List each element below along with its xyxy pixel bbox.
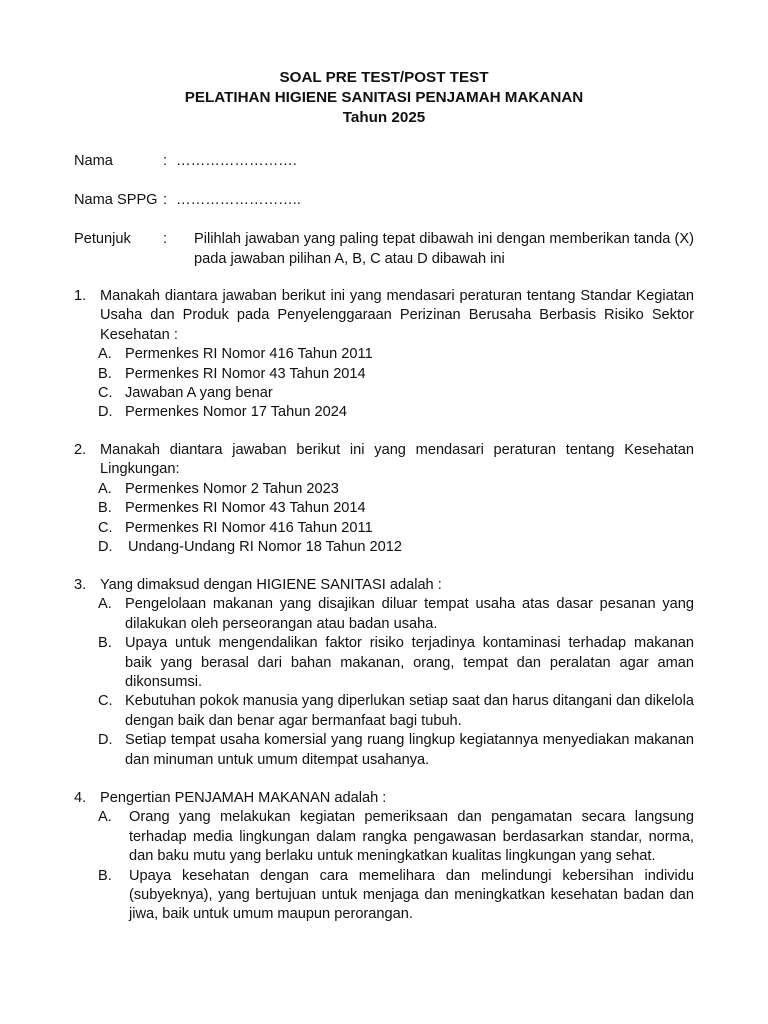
option-text: Pengelolaan makanan yang disajikan diluar tempat usaha atas dasar pesanan yang dilakukan oleh perseorangan atau badan usaha. <box>125 596 694 632</box>
option-letter: A. <box>98 809 112 826</box>
instructions-colon: : <box>163 231 168 247</box>
field-nama-label: Nama <box>74 153 113 169</box>
option-b[interactable] <box>74 365 694 384</box>
option-text: Permenkes RI Nomor 43 Tahun 2014 <box>125 365 366 382</box>
field-nama-colon: : <box>163 153 168 169</box>
instructions-label: Petunjuk <box>74 231 131 247</box>
option-c[interactable] <box>74 692 694 731</box>
option-text: Permenkes Nomor 2 Tahun 2023 <box>125 480 339 497</box>
document-title <box>0 68 768 128</box>
option-letter: C. <box>98 385 113 402</box>
question-text: Manakah diantara jawaban berikut ini yang mendasari peraturan tentang Standar Kegiatan Usaha dan Produk pada Penyelenggaraan Perizinan Berusaha Berbasis Risiko Sektor Kesehatan : <box>100 288 694 343</box>
option-letter: C. <box>98 693 113 710</box>
question-number: 2. <box>74 442 87 458</box>
option-c[interactable] <box>74 519 694 538</box>
question-1 <box>74 287 694 423</box>
question-number: 3. <box>74 577 87 593</box>
option-letter: D. <box>98 732 113 749</box>
option-text: Permenkes RI Nomor 416 Tahun 2011 <box>125 519 373 536</box>
option-d[interactable] <box>74 538 694 557</box>
option-text: Undang-Undang RI Nomor 18 Tahun 2012 <box>128 539 402 556</box>
option-letter: C. <box>98 519 113 536</box>
option-d[interactable] <box>74 403 694 422</box>
option-text: Orang yang melakukan kegiatan pemeriksaan dan pengamatan secara langsung terhadap media lingkungan dalam rangka pengawasan berdasarkan standar, norma, dan baku mutu yang berlaku untuk meningkatkan kualitas lingkungan yang sehat. <box>129 809 694 865</box>
option-text: Kebutuhan pokok manusia yang diperlukan setiap saat dan harus ditangani dan dikelola dengan baik dan benar agar bermanfaat bagi tubuh. <box>125 693 694 729</box>
instructions-text: Pilihlah jawaban yang paling tepat dibawah ini dengan memberikan tanda (X) pada jawaban pilihan A, B, C atau D dibawah ini <box>194 231 694 267</box>
title-line-2: PELATIHAN HIGIENE SANITASI PENJAMAH MAKANAN <box>184 89 584 106</box>
option-a[interactable] <box>74 345 694 364</box>
option-letter: D. <box>98 404 113 421</box>
field-sppg-value: …………………….. <box>176 192 301 208</box>
question-number: 4. <box>74 790 87 806</box>
question-number: 1. <box>74 288 87 304</box>
question-4 <box>74 789 694 925</box>
option-letter: A. <box>98 596 112 613</box>
option-d[interactable] <box>74 731 694 770</box>
option-list <box>74 595 694 770</box>
title-line-1: SOAL PRE TEST/POST TEST <box>279 69 489 86</box>
option-b[interactable] <box>74 499 694 518</box>
option-b[interactable] <box>74 867 694 925</box>
option-text: Permenkes Nomor 17 Tahun 2024 <box>125 404 348 421</box>
title-line-3: Tahun 2025 <box>342 109 426 126</box>
option-list <box>74 345 694 423</box>
question-text: Yang dimaksud dengan HIGIENE SANITASI adalah : <box>100 577 442 593</box>
option-text: Permenkes RI Nomor 43 Tahun 2014 <box>125 500 366 517</box>
option-letter: B. <box>98 365 112 382</box>
option-text: Upaya kesehatan dengan cara memelihara dan melindungi kebersihan individu (subyeknya), yang bertujuan untuk menjaga dan meningkatkan kesehatan badan dan jiwa, baik untuk umum maupun perorangan. <box>129 867 694 923</box>
question-2 <box>74 441 694 557</box>
question-text: Pengertian PENJAMAH MAKANAN adalah : <box>100 790 387 806</box>
option-letter: A. <box>98 346 112 363</box>
option-a[interactable] <box>74 595 694 634</box>
option-list <box>74 480 694 558</box>
option-a[interactable] <box>74 808 694 866</box>
field-sppg-label: Nama SPPG <box>74 192 158 208</box>
option-b[interactable] <box>74 634 694 692</box>
option-letter: B. <box>98 867 112 884</box>
question-3 <box>74 576 694 770</box>
option-list <box>74 808 694 924</box>
option-text: Upaya untuk mengendalikan faktor risiko terjadinya kontaminasi terhadap makanan baik yang berasal dari bahan makanan, orang, tempat dan peralatan agar aman dikonsumsi. <box>125 635 694 691</box>
option-text: Setiap tempat usaha komersial yang ruang lingkup kegiatannya menyediakan makanan dan minuman untuk umum ditempat usahanya. <box>125 732 694 768</box>
option-letter: B. <box>98 500 112 517</box>
field-nama-value: ……………………. <box>176 153 297 169</box>
option-letter: B. <box>98 635 112 652</box>
option-text: Jawaban A yang benar <box>125 385 273 402</box>
option-letter: D. <box>98 539 113 556</box>
question-text: Manakah diantara jawaban berikut ini yang mendasari peraturan tentang Kesehatan Lingkungan: <box>100 442 694 478</box>
option-letter: A. <box>98 480 112 497</box>
option-text: Permenkes RI Nomor 416 Tahun 2011 <box>125 346 373 363</box>
option-c[interactable] <box>74 384 694 403</box>
field-sppg-colon: : <box>163 192 168 208</box>
option-a[interactable] <box>74 480 694 499</box>
